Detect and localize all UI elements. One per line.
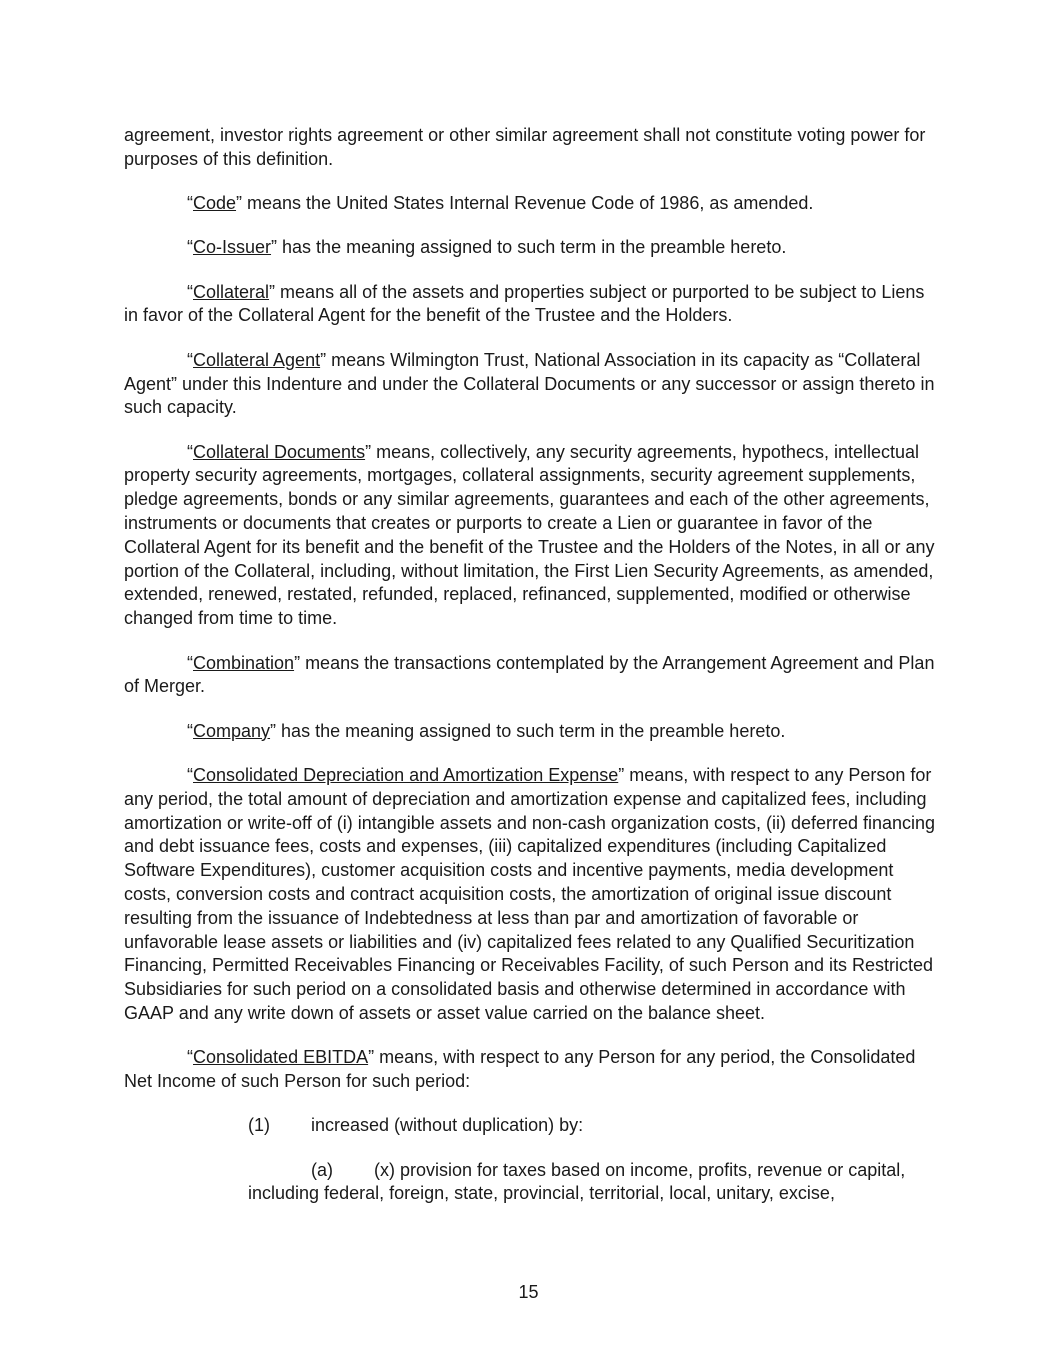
quote-close: ” [320, 349, 327, 370]
quote-close: ” [368, 1047, 375, 1068]
definition-text: has the meaning assigned to such term in the preamble hereto. [276, 720, 786, 741]
quote-close: ” [271, 237, 278, 258]
definition-collateral-documents [124, 441, 936, 631]
definition-combination [124, 652, 936, 700]
defined-term: Company [193, 720, 271, 741]
clause-number: (a) [311, 1159, 333, 1180]
definition-collateral [124, 281, 936, 329]
quote-open: “ [187, 764, 193, 785]
defined-term: Code [193, 193, 237, 214]
clause-1a [248, 1159, 936, 1207]
defined-term: Consolidated Depreciation and Amortization Expense [193, 764, 619, 785]
definition-consolidated-ebitda [124, 1046, 936, 1094]
document-page [124, 124, 936, 1227]
definition-company [124, 720, 936, 744]
definition-collateral-agent [124, 349, 936, 420]
definition-text: has the meaning assigned to such term in the preamble hereto. [277, 237, 787, 258]
definition-text: means all of the assets and properties subject or purported to be subject to Liens in favor of the Collateral Agent for the benefit of the Trustee and the Holders. [124, 281, 925, 326]
defined-term: Collateral Agent [193, 349, 321, 370]
definition-text: means the transactions contemplated by the Arrangement Agreement and Plan of Merger. [124, 652, 935, 697]
defined-term: Collateral Documents [193, 441, 366, 462]
quote-close: ” [365, 441, 372, 462]
quote-close: ” [236, 193, 243, 214]
quote-open: “ [187, 441, 193, 462]
defined-term: Collateral [193, 281, 270, 302]
clause-number: (1) [248, 1115, 270, 1136]
page-number: 15 [518, 1282, 539, 1302]
definition-text: means, with respect to any Person for any period, the Consolidated Net Income of such Person for such period: [124, 1047, 916, 1091]
definition-text: means Wilmington Trust, National Association in its capacity as “Collateral Agent” under this Indenture and under the Collateral Documents or any successor or assign thereto in such capacity. [124, 349, 935, 418]
defined-term: Combination [193, 652, 295, 673]
continuation-paragraph: agreement, investor rights agreement or other similar agreement shall not constitute voting power for purposes of this definition. [124, 125, 926, 169]
definition-text: means the United States Internal Revenue Code of 1986, as amended. [242, 193, 814, 214]
definition-text: means, collectively, any security agreements, hypothecs, intellectual property security agreements, mortgages, collateral assignments, security agreement supplements, pledge agreements, bonds or any similar agreements, guarantees and each of the other agreements, instruments or documents that creates or purports to create a Lien or guarantee in favor of the Collateral Agent for its benefit and the benefit of the Trustee and the Holders of the Notes, in all or any portion of the Collateral, including, without limitation, the First Lien Security Agreements, as amended, extended, renewed, restated, refunded, replaced, refinanced, supplemented, modified or otherwise changed from time to time. [124, 441, 935, 629]
quote-open: “ [187, 349, 193, 370]
quote-close: ” [294, 652, 301, 673]
defined-term: Co-Issuer [193, 237, 272, 258]
clause-text: increased (without duplication) by: [311, 1115, 584, 1136]
quote-open: “ [187, 193, 193, 214]
definition-code [124, 192, 936, 216]
quote-open: “ [187, 1047, 193, 1068]
quote-close: ” [618, 764, 625, 785]
quote-close: ” [269, 281, 276, 302]
definition-text: means, with respect to any Person for any period, the total amount of depreciation and amortization expense and capitalized fees, including amortization or write-off of (i) intangible assets and non-cash organization costs, (ii) deferred financing and debt issuance fees, costs and expenses, (iii) capitalized expenditures (including Capitalized Software Expenditures), customer acquisition costs and incentive payments, media development costs, conversion costs and contract acquisition costs, the amortization of original issue discount resulting from the issuance of Indebtedness at less than par and amortization of favorable or unfavorable lease assets or liabilities and (iv) capitalized fees related to any Qualified Securitization Financing, Permitted Receivables Financing or Receivables Facility, of such Person and its Restricted Subsidiaries for such period on a consolidated basis and otherwise determined in accordance with GAAP and any write down of assets or asset value carried on the balance sheet. [124, 764, 936, 1023]
definition-co-issuer [124, 236, 936, 260]
definition-consolidated-da-expense [124, 764, 936, 1026]
quote-open: “ [187, 237, 193, 258]
clause-1 [248, 1114, 936, 1138]
quote-open: “ [187, 281, 193, 302]
defined-term: Consolidated EBITDA [193, 1047, 369, 1068]
clause-text: (x) provision for taxes based on income, profits, revenue or capital, including federal, foreign, state, provincial, territorial, local, unitary, excise, [248, 1159, 906, 1204]
quote-open: “ [187, 652, 193, 673]
quote-close: ” [270, 720, 277, 741]
quote-open: “ [187, 720, 193, 741]
